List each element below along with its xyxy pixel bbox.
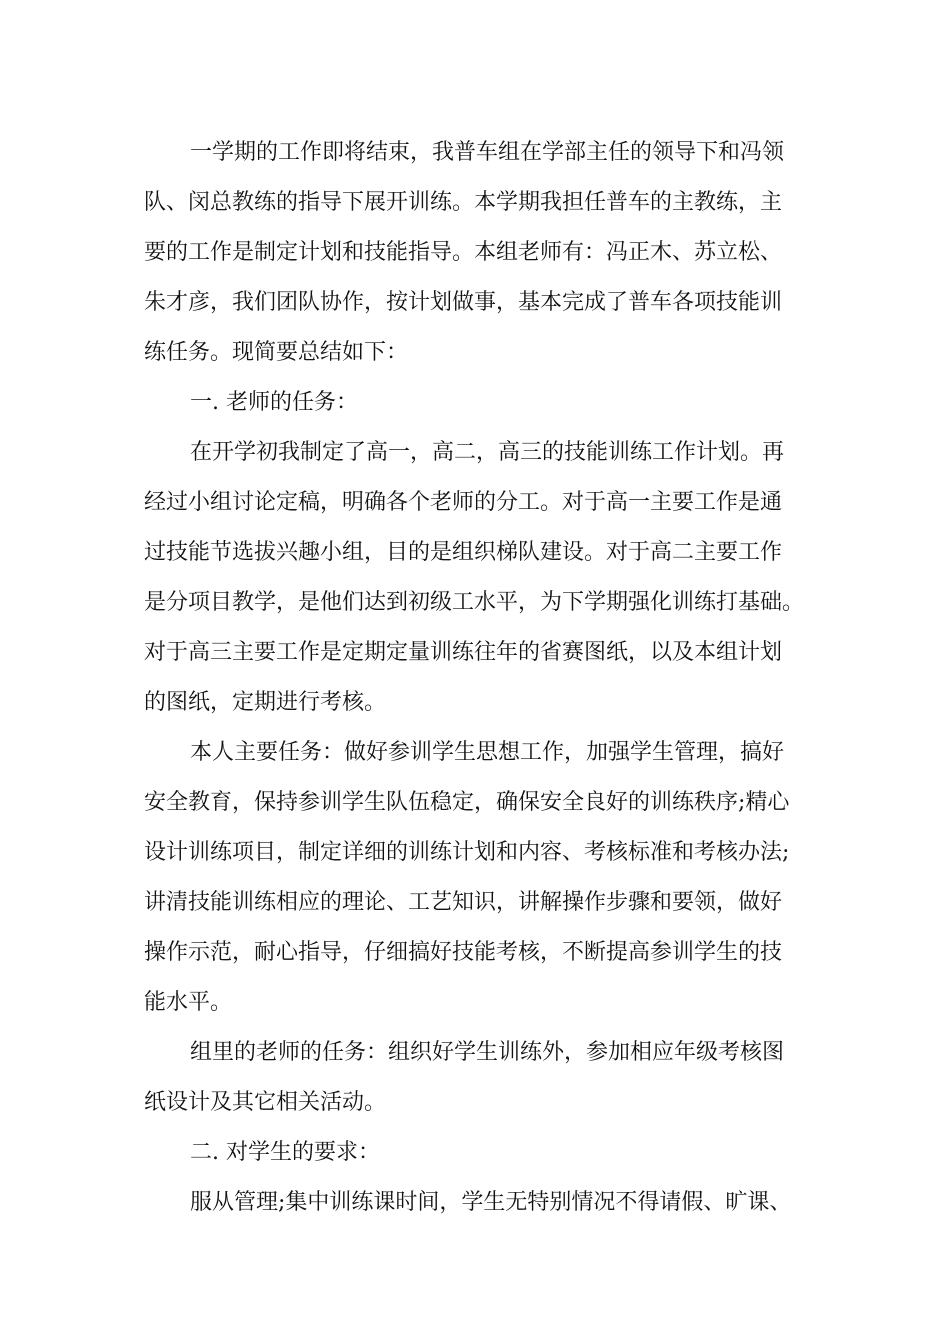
text-line: 组里的老师的任务：组织好学生训练外，参加相应年级考核图 xyxy=(190,1040,785,1065)
text-line: 是分项目教学，是他们达到初级工水平，为下学期强化训练打基础。 xyxy=(144,590,805,615)
text-line: 对于高三主要工作是定期定量训练往年的省赛图纸，以及本组计划 xyxy=(144,640,783,665)
text-line: 要的工作是制定计划和技能指导。本组老师有：冯正木、苏立松、 xyxy=(144,240,783,265)
section-heading: 二. 对学生的要求： xyxy=(190,1140,380,1165)
text-line: 能水平。 xyxy=(144,990,233,1015)
text-line: 经过小组讨论定稿，明确各个老师的分工。对于高一主要工作是通 xyxy=(144,490,783,515)
text-line: 纸设计及其它相关活动。 xyxy=(144,1090,387,1115)
text-line: 练任务。现简要总结如下： xyxy=(144,340,409,365)
text-line: 服从管理;集中训练课时间，学生无特别情况不得请假、旷课、 xyxy=(190,1190,792,1215)
text-line: 安全教育，保持参训学生队伍稳定，确保安全良好的训练秩序;精心 xyxy=(144,790,790,815)
text-line: 讲清技能训练相应的理论、工艺知识，讲解操作步骤和要领，做好 xyxy=(144,890,783,915)
text-line: 设计训练项目，制定详细的训练计划和内容、考核标准和考核办法; xyxy=(144,840,790,865)
section-heading: 一. 老师的任务： xyxy=(190,390,358,415)
text-line: 在开学初我制定了高一，高二，高三的技能训练工作计划。再 xyxy=(190,440,785,465)
text-line: 操作示范，耐心指导，仔细搞好技能考核，不断提高参训学生的技 xyxy=(144,940,783,965)
text-line: 队、闵总教练的指导下展开训练。本学期我担任普车的主教练，主 xyxy=(144,190,783,215)
text-line: 的图纸，定期进行考核。 xyxy=(144,690,387,715)
text-line: 本人主要任务：做好参训学生思想工作，加强学生管理，搞好 xyxy=(190,740,785,765)
text-line: 朱才彦，我们团队协作，按计划做事，基本完成了普车各项技能训 xyxy=(144,290,783,315)
text-line: 一学期的工作即将结束，我普车组在学部主任的领导下和冯领 xyxy=(190,140,785,165)
text-line: 过技能节选拔兴趣小组，目的是组织梯队建设。对于高二主要工作 xyxy=(144,540,783,565)
